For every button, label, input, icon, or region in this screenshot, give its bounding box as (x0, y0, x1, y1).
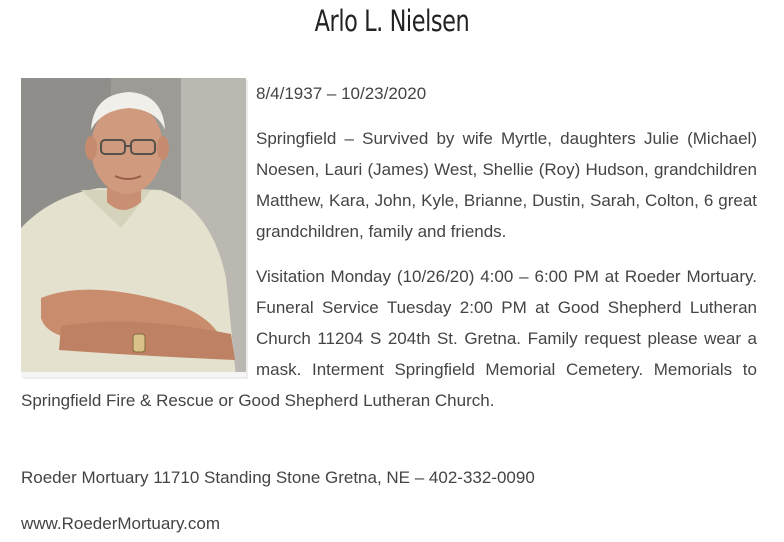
portrait-illustration (21, 78, 246, 377)
services-paragraph: Visitation Monday (10/26/20) 4:00 – 6:00 PM at Roeder Mortuary. Funeral Service Tuesday 2:00 PM at Good Shepherd Lutheran Church 11204 S 204th St. Gretna. Family request please wear a mask. Interment Springfield Memorial Cemetery. Memorials to Springfield Fire & Rescue or Good Shepherd Lutheran Church. (21, 267, 757, 410)
life-dates: 8/4/1937 – 10/23/2020 (256, 84, 427, 103)
mortuary-contact: Roeder Mortuary 11710 Standing Stone Gretna, NE – 402-332-0090 (21, 468, 535, 487)
survivors-paragraph: Springfield – Survived by wife Myrtle, daughters Julie (Michael) Noesen, Lauri (James) West, Shellie (Roy) Hudson, grandchildren Matthew, Kara, John, Kyle, Brianne, Dustin, Sarah, Colton, 6 great grandchildren, family and friends. (256, 129, 757, 241)
website-link[interactable]: www.RoederMortuary.com (21, 514, 221, 533)
obituary-body (21, 78, 757, 430)
portrait-photo (21, 78, 246, 377)
obituary-title: Arlo L. Nielsen (314, 4, 470, 38)
